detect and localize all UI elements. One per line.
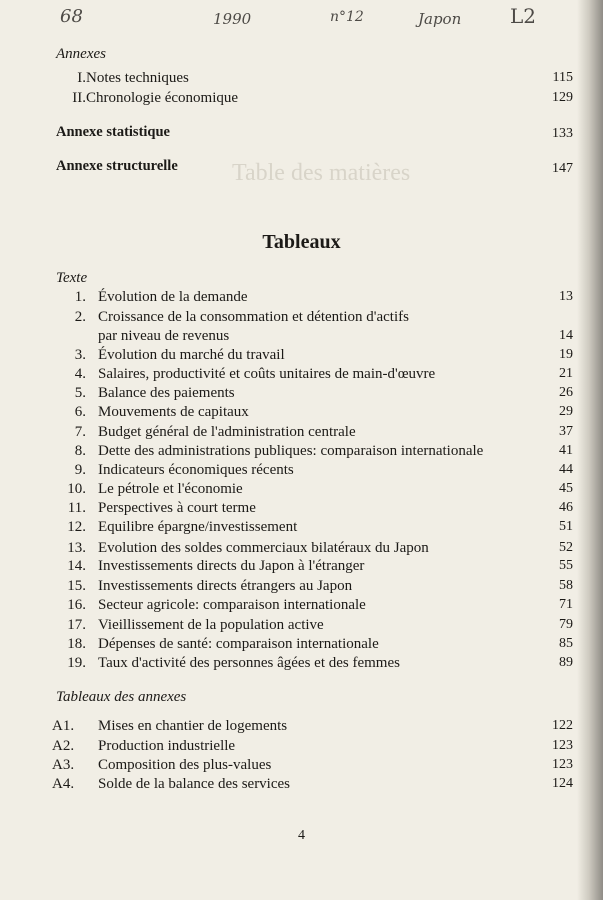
handwritten-note: L2 (510, 4, 537, 28)
entry-label: Investissements directs du Japon à l'étranger (98, 558, 365, 574)
toc-entry (0, 289, 603, 309)
toc-entry (0, 347, 603, 367)
entry-label-continued: par niveau de revenus (98, 328, 230, 344)
handwritten-note: 68 (60, 6, 83, 27)
bleed-through-text: Table des matières (232, 160, 411, 186)
toc-entry (0, 718, 603, 738)
entry-label: Mouvements de capitaux (98, 404, 249, 420)
entry-number: 3. (74, 347, 86, 363)
entry-page: 26 (559, 385, 573, 400)
entry-label: Évolution de la demande (98, 289, 248, 305)
entry-label: Investissements directs étrangers au Japon (98, 578, 353, 594)
toc-entry (0, 738, 603, 758)
toc-entry (0, 385, 603, 405)
toc-entry (0, 500, 603, 520)
entry-page: 37 (559, 424, 573, 439)
entry-number: 9. (74, 462, 86, 478)
toc-entry (0, 70, 603, 90)
entry-label: Croissance de la consommation et détention d'actifs (98, 309, 409, 325)
toc-entry (0, 578, 603, 598)
entry-label: Indicateurs économiques récents (98, 462, 294, 478)
annexes-heading: Annexes (56, 46, 106, 62)
entry-page: 85 (559, 636, 573, 651)
entry-number: 14. (67, 558, 86, 574)
entry-page: 46 (559, 500, 573, 515)
entry-number: 19. (67, 655, 86, 671)
annexe-statistique-label: Annexe statistique (56, 124, 170, 140)
tableaux-title: Tableaux (262, 231, 341, 253)
entry-label: Budget général de l'administration centrale (98, 424, 356, 440)
toc-entry (0, 540, 603, 560)
entry-number: 18. (67, 636, 86, 652)
annexe-structurelle-page: 147 (552, 161, 573, 176)
entry-page: 29 (559, 404, 573, 419)
entry-label: Salaires, productivité et coûts unitaires de main-d'œuvre (98, 366, 436, 382)
entry-page: 123 (552, 757, 573, 772)
entry-label: Evolution des soldes commerciaux bilatéraux du Japon (98, 540, 429, 556)
entry-page: 45 (559, 481, 573, 496)
annexe-statistique-page: 133 (552, 126, 573, 141)
entry-number: A1. (52, 718, 75, 734)
entry-number: A2. (52, 738, 75, 754)
toc-entry (0, 424, 603, 444)
entry-number: 5. (74, 385, 86, 401)
handwritten-note: n°12 (330, 9, 364, 25)
entry-number: 15. (67, 578, 86, 594)
entry-number: 6. (74, 404, 86, 420)
entry-number: 16. (67, 597, 86, 613)
entry-label: Notes techniques (86, 70, 189, 86)
entry-label: Vieillissement de la population active (98, 617, 324, 633)
entry-number: A3. (52, 757, 75, 773)
toc-entry (0, 617, 603, 637)
entry-number: 4. (74, 366, 86, 382)
toc-entry (0, 597, 603, 617)
entry-page: 44 (559, 462, 573, 477)
entry-page: 123 (552, 738, 573, 753)
entry-number: 7. (74, 424, 86, 440)
toc-entry (0, 309, 603, 329)
entry-label: Production industrielle (98, 738, 236, 754)
entry-number: 8. (74, 443, 86, 459)
entry-label: Composition des plus-values (98, 757, 272, 773)
toc-entry (0, 655, 603, 675)
entry-label: Évolution du marché du travail (98, 347, 285, 363)
entry-number: 17. (67, 617, 86, 633)
entry-number: I. (77, 70, 86, 86)
page-edge-shadow (577, 0, 603, 900)
entry-page: 129 (552, 90, 573, 105)
entry-label: Dette des administrations publiques: comparaison internationale (98, 443, 484, 459)
toc-entry (0, 776, 603, 796)
entry-number: 13. (67, 540, 86, 556)
toc-entry-continuation (0, 328, 603, 348)
entry-page: 79 (559, 617, 573, 632)
entry-number: 1. (74, 289, 86, 305)
entry-page: 115 (552, 70, 573, 85)
entry-label: Dépenses de santé: comparaison internationale (98, 636, 379, 652)
entry-page: 19 (559, 347, 573, 362)
entry-page: 52 (559, 540, 573, 555)
entry-page: 122 (552, 718, 573, 733)
entry-page: 21 (559, 366, 573, 381)
entry-label: Secteur agricole: comparaison internationale (98, 597, 366, 613)
entry-page: 14 (559, 328, 573, 343)
handwritten-note: 1990 (213, 10, 252, 28)
toc-entry (0, 757, 603, 777)
toc-entry (0, 481, 603, 501)
entry-label: Solde de la balance des services (98, 776, 291, 792)
entry-label: Balance des paiements (98, 385, 235, 401)
entry-page: 124 (552, 776, 573, 791)
entry-number: 2. (74, 309, 86, 325)
entry-page: 51 (559, 519, 573, 534)
toc-entry (0, 519, 603, 539)
entry-label: Taux d'activité des personnes âgées et des femmes (98, 655, 400, 671)
entry-label: Chronologie économique (86, 90, 239, 106)
tableaux-annexes-heading: Tableaux des annexes (56, 689, 187, 705)
toc-entry (0, 366, 603, 386)
entry-page: 41 (559, 443, 573, 458)
entry-number: 12. (67, 519, 86, 535)
handwritten-note: Japon (418, 10, 462, 28)
entry-label: Perspectives à court terme (98, 500, 256, 516)
entry-page: 13 (559, 289, 573, 304)
entry-page: 71 (559, 597, 573, 612)
toc-entry (0, 636, 603, 656)
toc-entry (0, 462, 603, 482)
entry-number: 11. (67, 500, 86, 516)
page-number: 4 (298, 828, 305, 843)
toc-entry (0, 404, 603, 424)
entry-number: A4. (52, 776, 75, 792)
toc-entry (0, 90, 603, 110)
entry-label: Mises en chantier de logements (98, 718, 288, 734)
entry-label: Le pétrole et l'économie (98, 481, 243, 497)
entry-number: II. (72, 90, 86, 106)
texte-heading: Texte (56, 270, 88, 286)
toc-entry (0, 443, 603, 463)
entry-number: 10. (67, 481, 86, 497)
entry-page: 89 (559, 655, 573, 670)
entry-label: Equilibre épargne/investissement (98, 519, 298, 535)
toc-entry (0, 558, 603, 578)
annexe-structurelle-label: Annexe structurelle (56, 158, 178, 174)
entry-page: 58 (559, 578, 573, 593)
entry-page: 55 (559, 558, 573, 573)
